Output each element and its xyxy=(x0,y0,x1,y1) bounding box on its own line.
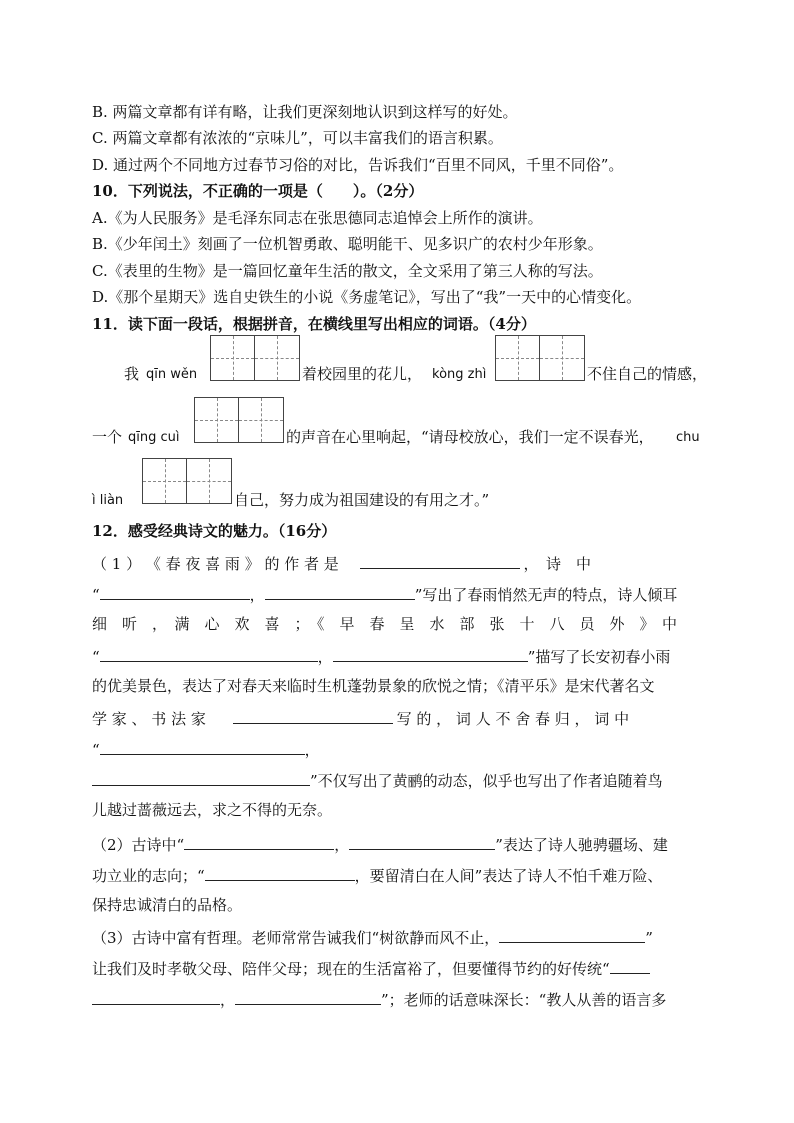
grid-cell[interactable] xyxy=(143,459,187,503)
grid-cell[interactable] xyxy=(211,336,255,380)
q12-part1-line7 xyxy=(92,738,320,760)
q12-blank-5[interactable] xyxy=(233,707,393,724)
q12-stem: 12．感受经典诗文的魅力。（16分） xyxy=(92,522,337,540)
q11-text-1b: 着校园里的花儿， xyxy=(302,365,423,383)
comma: ， xyxy=(317,648,333,666)
q12-blank-author[interactable] xyxy=(360,552,520,569)
q12-part3-line3 xyxy=(92,988,666,1010)
q12-part1-line5: 的优美景色，表达了对春天来临时生机蓬勃景象的欣悦之情；《清平乐》是宋代著名文 xyxy=(92,677,655,695)
quote-mark: “ xyxy=(92,586,100,604)
q12-part1-line6 xyxy=(92,707,629,729)
q12-blank-9[interactable] xyxy=(349,833,495,850)
q12-blank-8[interactable] xyxy=(184,833,334,850)
q12-blank-12b[interactable] xyxy=(92,988,220,1005)
q12-blank-7[interactable] xyxy=(92,769,310,786)
grid-cell[interactable] xyxy=(255,336,299,380)
q12-p2-l1-text-a: （2）古诗中“ xyxy=(92,836,185,854)
comma: ， xyxy=(304,741,320,759)
q12-p2-l2-text-b: ，要留清白在人间”表达了诗人不怕千难万险、 xyxy=(354,867,663,885)
grid-cell[interactable] xyxy=(540,336,584,380)
q12-p2-l1-text-c: ”表达了诗人驰骋疆场、建 xyxy=(495,836,668,854)
grid-cell[interactable] xyxy=(195,398,239,442)
q10-option-c: C.《表里的生物》是一篇回忆童年生活的散文，全文采用了第三人称的写法。 xyxy=(92,262,603,280)
q10-stem: 10．下列说法，不正确的一项是（ ）。（2分） xyxy=(92,182,424,200)
q11-answer-grid-3[interactable] xyxy=(194,397,284,443)
q10-option-d: D.《那个星期天》选自史铁生的小说《务虚笔记》，写出了“我”一天中的心情变化。 xyxy=(92,288,642,306)
q11-pinyin-3: qīng cuì xyxy=(128,430,180,445)
q9-option-d: D. 通过两个不同地方过春节习俗的对比，告诉我们“百里不同风，千里不同俗”。 xyxy=(92,156,624,174)
q12-part1-line9: 儿越过蔷薇远去，求之不得的无奈。 xyxy=(92,801,333,819)
q11-answer-grid-4[interactable] xyxy=(142,458,232,504)
q12-part1-line1 xyxy=(92,552,591,574)
q11-text-2b: 的声音在心里响起，“请母校放心，我们一定不误春光， xyxy=(286,428,654,446)
q12-part1-line3: 细 听 ， 满 心 欢 喜 ； 《 早 春 呈 水 部 张 十 八 员 外 》 中 xyxy=(92,615,678,633)
q12-p3-l1-text-a: （3）古诗中富有哲理。老师常常告诫我们“树欲静而风不止， xyxy=(92,929,500,947)
comma: ， xyxy=(249,586,265,604)
q9-option-b: B. 两篇文章都有详有略，让我们更深刻地认识到这样写的好处。 xyxy=(92,103,518,121)
q12-part3-line1 xyxy=(92,926,653,948)
q11-text-2a: 一个 xyxy=(92,428,123,446)
q12-p3-l2-text-a: 让我们及时孝敬父母、陪伴父母；现在的生活富裕了，但要懂得节约的好传统“ xyxy=(92,960,610,978)
q12-part1-line2 xyxy=(92,583,677,605)
q12-part2-line3: 保持忠诚清白的品格。 xyxy=(92,896,243,914)
q12-part3-line2 xyxy=(92,957,650,979)
q12-p1-l6-text-b: 写 的 ， 词 人 不 舍 春 归 ， 词 中 xyxy=(396,710,630,728)
q12-blank-11[interactable] xyxy=(499,926,645,943)
q11-answer-grid-2[interactable] xyxy=(495,335,585,381)
q11-answer-grid-1[interactable] xyxy=(210,335,300,381)
quote-mark: “ xyxy=(92,741,100,759)
q12-blank-6[interactable] xyxy=(100,738,305,755)
q12-part2-line2 xyxy=(92,864,662,886)
q12-blank-10[interactable] xyxy=(205,864,355,881)
q11-text-3b: 自己，努力成为祖国建设的有用之才。” xyxy=(234,491,490,509)
q12-p1-l6-text-a: 学 家 、 书 法 家 xyxy=(92,710,206,728)
q11-text-wo: 我 xyxy=(124,365,140,383)
q10-option-b: B.《少年闰土》刻画了一位机智勇敢、聪明能干、见多识广的农村少年形象。 xyxy=(92,235,603,253)
q12-blank-3[interactable] xyxy=(100,645,318,662)
q12-p1-l8-text: ”不仅写出了黄鹂的动态，似乎也写出了作者追随着鸟 xyxy=(310,772,663,790)
q12-blank-1[interactable] xyxy=(100,583,250,600)
q11-stem: 11．读下面一段话，根据拼音，在横线里写出相应的词语。（4分） xyxy=(92,315,536,333)
q9-option-c: C. 两篇文章都有浓浓的“京味儿”，可以丰富我们的语言积累。 xyxy=(92,129,503,147)
comma: ， xyxy=(220,991,236,1009)
q11-pinyin-4a: chu xyxy=(676,430,700,445)
q12-blank-12a[interactable] xyxy=(610,957,650,974)
q10-option-a: A.《为人民服务》是毛泽东同志在张思德同志追悼会上所作的演讲。 xyxy=(92,209,543,227)
quote-mark: ” xyxy=(645,929,653,947)
comma: ， xyxy=(334,836,350,854)
q12-blank-4[interactable] xyxy=(333,645,528,662)
q11-pinyin-4b: ì liàn xyxy=(92,493,124,508)
q12-p1-l2-text: ”写出了春雨悄然无声的特点，诗人倾耳 xyxy=(414,586,678,604)
q12-blank-2[interactable] xyxy=(265,583,415,600)
q11-pinyin-2: kòng zhì xyxy=(432,367,487,382)
q11-pinyin-1: qīn wěn xyxy=(146,367,198,382)
grid-cell[interactable] xyxy=(239,398,283,442)
q12-part1-line8 xyxy=(92,769,663,791)
q11-text-1c: 不住自己的情感， xyxy=(587,365,708,383)
q12-blank-13[interactable] xyxy=(235,988,381,1005)
q12-p1-l1-text-a: （ 1 ） 《 春 夜 喜 雨 》 的 作 者 是 xyxy=(92,555,339,573)
grid-cell[interactable] xyxy=(496,336,540,380)
q12-part1-line4 xyxy=(92,645,670,667)
quote-mark: “ xyxy=(92,648,100,666)
grid-cell[interactable] xyxy=(187,459,231,503)
q12-p1-l1-text-b: ， 诗 中 xyxy=(523,555,592,573)
q12-p3-l3-text-c: ”；老师的话意味深长：“教人从善的语言多 xyxy=(381,991,667,1009)
q12-p2-l2-text-a: 功立业的志向；“ xyxy=(92,867,205,885)
q12-part2-line1 xyxy=(92,833,668,855)
q12-p1-l4-text: ”描写了长安初春小雨 xyxy=(527,648,671,666)
